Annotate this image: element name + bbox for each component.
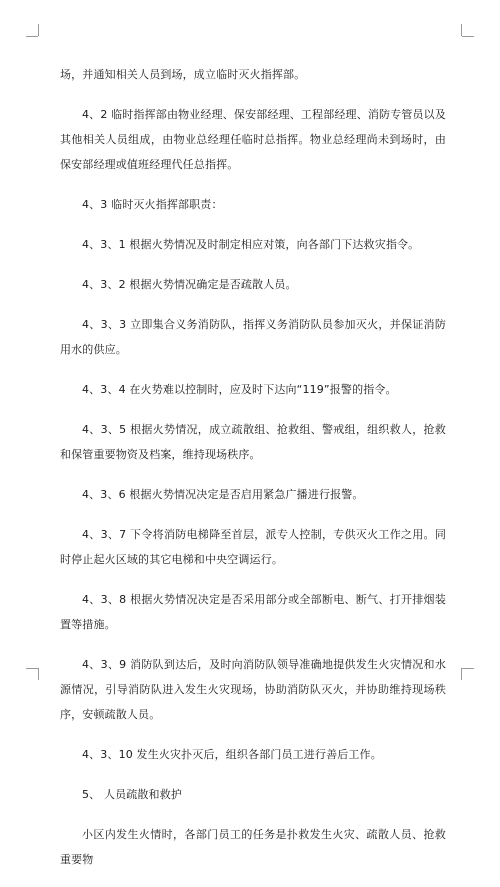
paragraph-4-2: 4、2 临时指挥部由物业经理、保安部经理、工程部经理、消防专管员以及其他相关人员组成，由物业总经理任临时总指挥。物业总经理尚未到场时，由保安部经理或值班经理代任总指挥。 [60,108,446,171]
paragraph-4-3-4: 4、3、4 在火势难以控制时，应及时下达向“119”报警的指令。 [82,383,397,396]
corner-mark-bottom-left-h [26,668,38,669]
paragraph-4-3-10: 4、3、10 发生火灾扑灭后，组织各部门员工进行善后工作。 [82,748,382,761]
corner-mark-top-right-v [461,24,462,36]
corner-mark-top-left-h [26,36,38,37]
heading-4-3: 4、3 临时灭火指挥部职责： [82,198,223,211]
paragraph-4-3-3: 4、3、3 立即集合义务消防队，指挥义务消防队员参加灭火，并保证消防用水的供应。 [60,318,446,356]
document-body [60,62,446,887]
corner-mark-bottom-right-h [462,668,474,669]
paragraph-5-intro: 小区内发生火情时，各部门员工的任务是扑救发生火灾、疏散人员、抢救重要物 [60,828,446,866]
corner-mark-bottom-right-v [461,668,462,680]
heading-5: 5、 人员疏散和救护 [82,788,182,801]
paragraph-continuation: 场，并通知相关人员到场，成立临时灭火指挥部。 [60,68,306,81]
paragraph-4-3-7: 4、3、7 下令将消防电梯降至首层，派专人控制，专供灭火工作之用。同时停止起火区域的其它电梯和中央空调运行。 [60,528,446,566]
paragraph-4-3-9: 4、3、9 消防队到达后，及时向消防队领导准确地提供发生火灾情况和水源情况，引导消防队进入发生火灾现场，协助消防队灭火，并协助维持现场秩序，安顿疏散人员。 [60,658,446,721]
corner-mark-bottom-left-v [38,668,39,680]
paragraph-4-3-2: 4、3、2 根据火势情况确定是否疏散人员。 [82,278,297,291]
paragraph-4-3-6: 4、3、6 根据火势情况决定是否启用紧急广播进行报警。 [82,488,364,501]
corner-mark-top-right-h [462,36,474,37]
corner-mark-top-left-v [38,24,39,36]
paragraph-4-3-5: 4、3、5 根据火势情况，成立疏散组、抢救组、警戒组，组织救人，抢救和保管重要物资及档案，维持现场秩序。 [60,423,446,461]
paragraph-4-3-1: 4、3、1 根据火势情况及时制定相应对策，向各部门下达救灾指令。 [82,238,420,251]
paragraph-4-3-8: 4、3、8 根据火势情况决定是否采用部分或全部断电、断气、打开排烟装置等措施。 [60,593,446,631]
